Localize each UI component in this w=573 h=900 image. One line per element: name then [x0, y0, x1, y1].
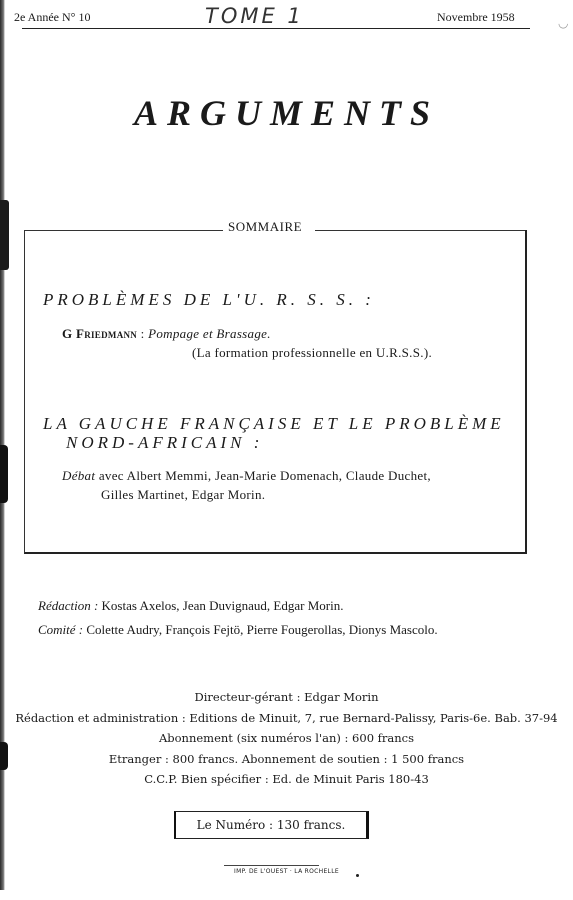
handwritten-volume-note: TOME 1	[205, 4, 304, 28]
ink-dot	[356, 874, 359, 877]
directeur-gerant: Directeur-gérant : Edgar Morin	[194, 690, 379, 704]
article-line	[62, 326, 271, 342]
sommaire-heading: SOMMAIRE	[228, 219, 303, 234]
debat-line1	[62, 468, 431, 484]
comite-line	[38, 622, 438, 638]
ink-blot	[0, 445, 8, 503]
abonnement: Abonnement (six numéros l'an) : 600 francs	[158, 731, 415, 745]
article-author: G Friedmann	[62, 326, 138, 341]
section-title-urss: PROBLÈMES DE L'U. R. S. S. :	[43, 290, 375, 309]
binding-mark	[0, 200, 9, 270]
article-subtitle: (La formation professionnelle en U.R.S.S.).	[192, 345, 432, 360]
redaction-administration: Rédaction et administration : Editions de Minuit, 7, rue Bernard-Palissy, Paris-6e. Bab. 37-94	[15, 711, 558, 725]
debat-participants-1: avec Albert Memmi, Jean-Marie Domenach, Claude Duchet,	[98, 468, 431, 483]
article-title: Pompage et Brassage.	[148, 326, 271, 341]
section-title-gauche-line2: NORD-AFRICAIN :	[66, 433, 264, 452]
etranger-abonnement: Etranger : 800 francs. Abonnement de soutien : 1 500 francs	[108, 752, 465, 766]
redaction-names: Kostas Axelos, Jean Duvignaud, Edgar Morin.	[101, 598, 344, 613]
debat-participants-2: Gilles Martinet, Edgar Morin.	[101, 487, 266, 502]
pencil-mark-icon: ◡	[558, 16, 569, 30]
colon: :	[140, 326, 149, 341]
debat-label: Débat	[62, 468, 96, 483]
contents-box	[24, 230, 527, 554]
issue-number: 2e Année N° 10	[14, 10, 91, 24]
header-rule	[22, 28, 530, 29]
imprint: IMP. DE L'OUEST · LA ROCHELLE	[234, 868, 339, 875]
section-title-gauche-line1: LA GAUCHE FRANÇAISE ET LE PROBLÈME	[43, 414, 505, 433]
redaction-label: Rédaction :	[38, 598, 99, 613]
price-box: Le Numéro : 130 francs.	[174, 811, 369, 839]
comite-names: Colette Audry, François Fejtö, Pierre Fougerollas, Dionys Mascolo.	[86, 622, 438, 637]
imprint-rule	[224, 865, 319, 866]
ccp-info: C.C.P. Bien spécifier : Ed. de Minuit Paris 180-43	[144, 772, 429, 786]
issue-date: Novembre 1958	[437, 10, 515, 24]
journal-title: ARGUMENTS	[133, 93, 440, 133]
comite-label: Comité :	[38, 622, 84, 637]
redaction-line	[38, 598, 343, 614]
